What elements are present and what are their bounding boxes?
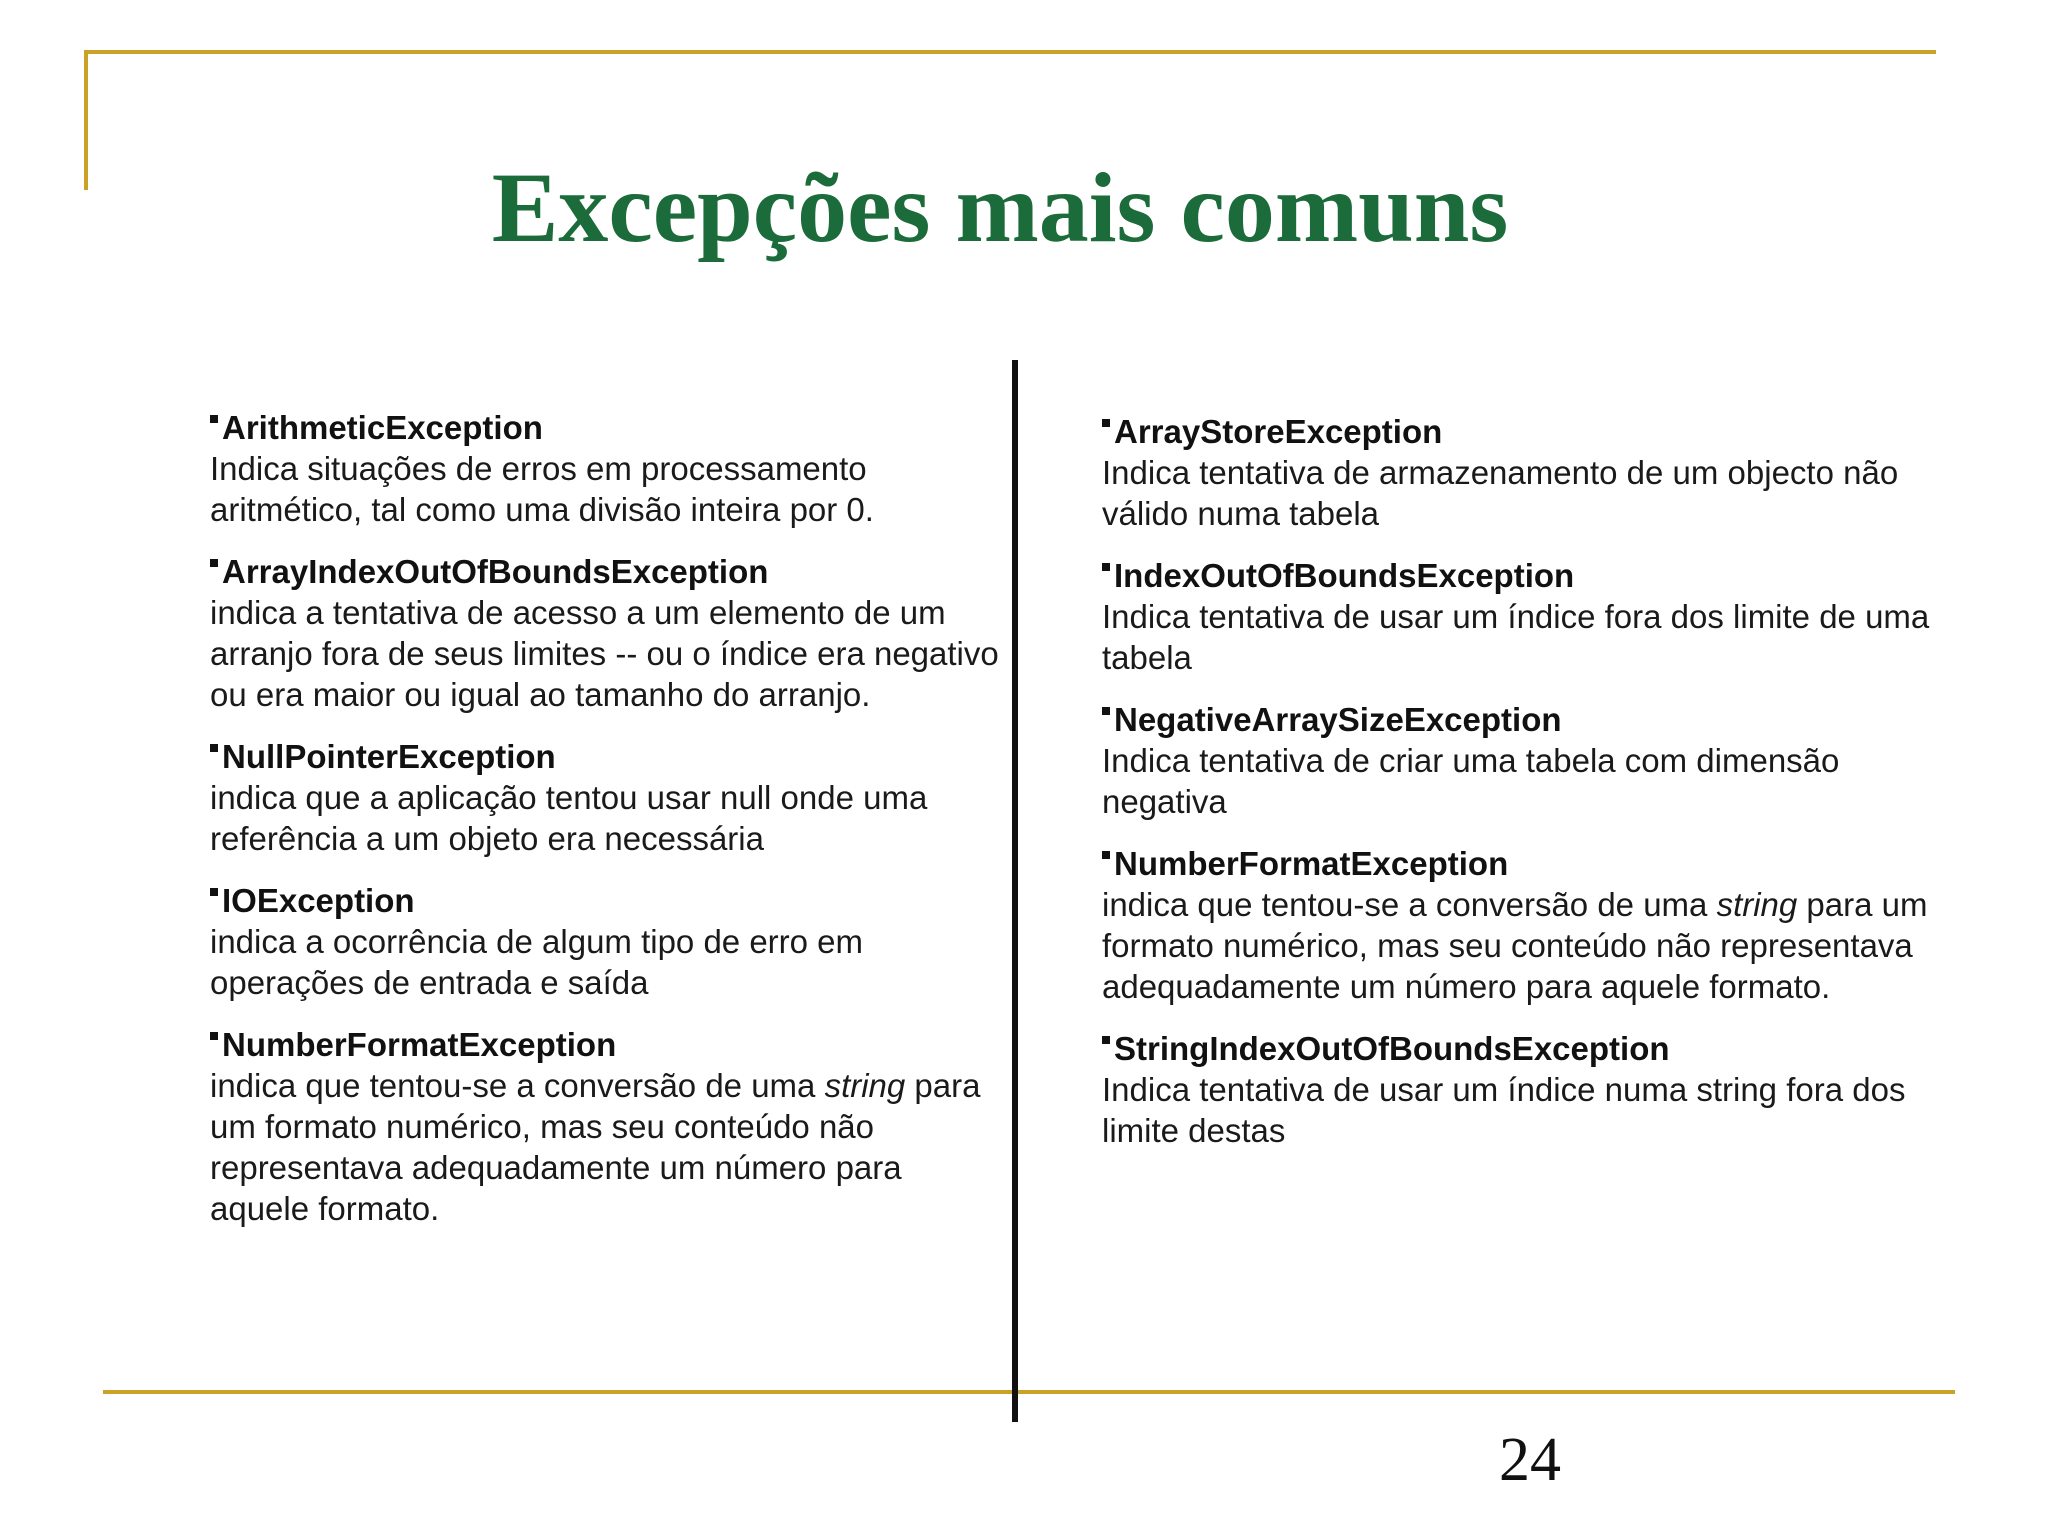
exception-description: Indica tentativa de criar uma tabela com dimensão negativa	[1102, 742, 1840, 820]
exception-description: Indica situações de erros em processamento aritmético, tal como uma divisão inteira por 0.	[210, 450, 874, 528]
square-bullet-icon	[210, 415, 218, 423]
page-number: 24	[1499, 1426, 1561, 1494]
left-column	[210, 408, 1000, 1251]
square-bullet-icon	[210, 559, 218, 567]
exception-name: NullPointerException	[210, 737, 1000, 777]
exception-item	[210, 408, 1000, 530]
frame-bottom-rule	[103, 1390, 1955, 1394]
square-bullet-icon	[1102, 851, 1110, 859]
exception-description: indica que tentou-se a conversão de uma string para um formato numérico, mas seu conteúdo não representava adequadamente um número para aquele formato.	[1102, 886, 1928, 1005]
square-bullet-icon	[210, 888, 218, 896]
exception-description: Indica tentativa de usar um índice fora dos limite de uma tabela	[1102, 598, 1930, 676]
slide-title: Excepções mais comuns	[491, 152, 1509, 263]
square-bullet-icon	[1102, 1036, 1110, 1044]
exception-name: IndexOutOfBoundsException	[1102, 556, 1932, 596]
exception-item	[210, 881, 1000, 1003]
column-divider	[1012, 360, 1018, 1422]
exception-item	[1102, 844, 1932, 1007]
square-bullet-icon	[1102, 563, 1110, 571]
exception-description: indica a ocorrência de algum tipo de erro em operações de entrada e saída	[210, 923, 864, 1001]
square-bullet-icon	[1102, 707, 1110, 715]
exception-item	[210, 552, 1000, 715]
square-bullet-icon	[210, 1032, 218, 1040]
exception-name: NumberFormatException	[1102, 844, 1932, 884]
exception-name: ArrayIndexOutOfBoundsException	[210, 552, 1000, 592]
exception-name: NegativeArraySizeException	[1102, 700, 1932, 740]
exception-item	[1102, 556, 1932, 678]
exception-item	[1102, 700, 1932, 822]
exception-description: indica que a aplicação tentou usar null onde uma referência a um objeto era necessária	[210, 779, 928, 857]
right-column	[1102, 412, 1932, 1173]
exception-item	[210, 737, 1000, 859]
exception-name: ArrayStoreException	[1102, 412, 1932, 452]
exception-name: NumberFormatException	[210, 1025, 1000, 1065]
square-bullet-icon	[210, 744, 218, 752]
exception-name: ArithmeticException	[210, 408, 1000, 448]
square-bullet-icon	[1102, 419, 1110, 427]
exception-item	[1102, 1029, 1932, 1151]
exception-description: Indica tentativa de armazenamento de um objecto não válido numa tabela	[1102, 454, 1899, 532]
exception-description: indica que tentou-se a conversão de uma string para um formato numérico, mas seu conteúdo não representava adequadamente um número para aquele formato.	[210, 1067, 981, 1227]
exception-item	[1102, 412, 1932, 534]
exception-item	[210, 1025, 1000, 1229]
exception-name: StringIndexOutOfBoundsException	[1102, 1029, 1932, 1069]
exception-name: IOException	[210, 881, 1000, 921]
frame-top-rule	[84, 50, 1936, 54]
exception-description: indica a tentativa de acesso a um elemento de um arranjo fora de seus limites -- ou o índice era negativo ou era maior ou igual ao tamanho do arranjo.	[210, 594, 999, 713]
exception-description: Indica tentativa de usar um índice numa string fora dos limite destas	[1102, 1071, 1906, 1149]
